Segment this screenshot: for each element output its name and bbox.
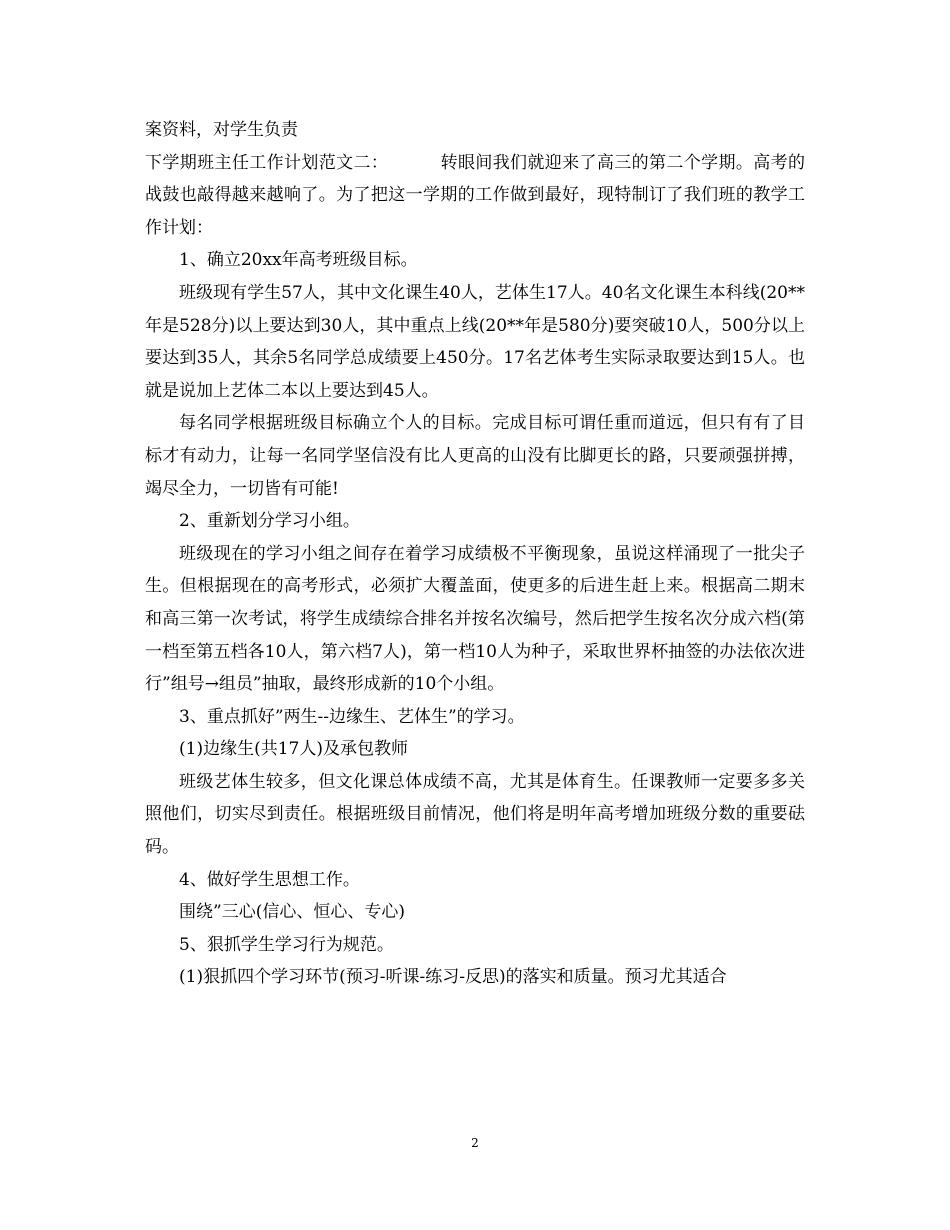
paragraph-7: 3、重点抓好”两生--边缘生、艺体生”的学习。 <box>179 706 525 727</box>
paragraph-0: 案资料，对学生负责 <box>145 120 298 140</box>
document-body <box>145 114 805 994</box>
paragraph-9: 班级艺体生较多，但文化课总体成绩不高，尤其是体育生。任课教师一定要多多关照他们，切实尽到责任。根据班级目前情况，他们将是明年高考增加班级分数的重要砝码。 <box>145 771 805 858</box>
paragraph-3: 班级现有学生57人，其中文化课生40人，艺体生17人。40名文化课生本科线(20**年是528分)以上要达到30人，其中重点上线(20**年是580分)要突破10人，500分以上要达到35人，其余5名同学总成绩要上450分。17名艺体考生实际录取要达到15人。也就是说加上艺体二本以上要达到45人。 <box>145 282 805 401</box>
page-number: 2 <box>471 1136 479 1150</box>
paragraph-1-body: 转眼间我们就迎来了高三的第二个学期。高考的战鼓也敲得越来越响了。为了把这一学期的工作做到最好，现特制订了我们班的教学工作计划： <box>145 152 806 238</box>
paragraph-1 <box>145 147 805 245</box>
paragraph-12: 5、狠抓学生学习行为规范。 <box>179 934 394 955</box>
paragraph-6: 班级现在的学习小组之间存在着学习成绩极不平衡现象，虽说这样涌现了一批尖子生。但根据现在的高考形式，必须扩大覆盖面，使更多的后进生赶上来。根据高二期末和高三第一次考试，将学生成绩综合排名并按名次编号，然后把学生按名次分成六档(第一档至第五档各10人，第六档7人)，第一档10人为种子，采取世界杯抽签的办法依次进行”组号→组员”抽取，最终形成新的10个小组。 <box>145 543 805 695</box>
paragraph-13: (1)狠抓四个学习环节(预习-听课-练习-反思)的落实和质量。预习尤其适合 <box>179 967 727 988</box>
paragraph-11: 围绕”三心(信心、恒心、专心) <box>179 902 405 923</box>
paragraph-4: 每名同学根据班级目标确立个人的目标。完成目标可谓任重而道远，但只有有了目标才有动力，让每一名同学坚信没有比人更高的山没有比脚更长的路，只要顽强拼搏，竭尽全力，一切皆有可能! <box>145 413 805 499</box>
paragraph-2: 1、确立20xx年高考班级目标。 <box>179 250 418 271</box>
paragraph-8: (1)边缘生(共17人)及承包教师 <box>179 739 408 760</box>
section-heading: 下学期班主任工作计划范文二： <box>145 152 389 173</box>
paragraph-5: 2、重新划分学习小组。 <box>179 511 360 532</box>
paragraph-10: 4、做好学生思想工作。 <box>179 869 360 890</box>
